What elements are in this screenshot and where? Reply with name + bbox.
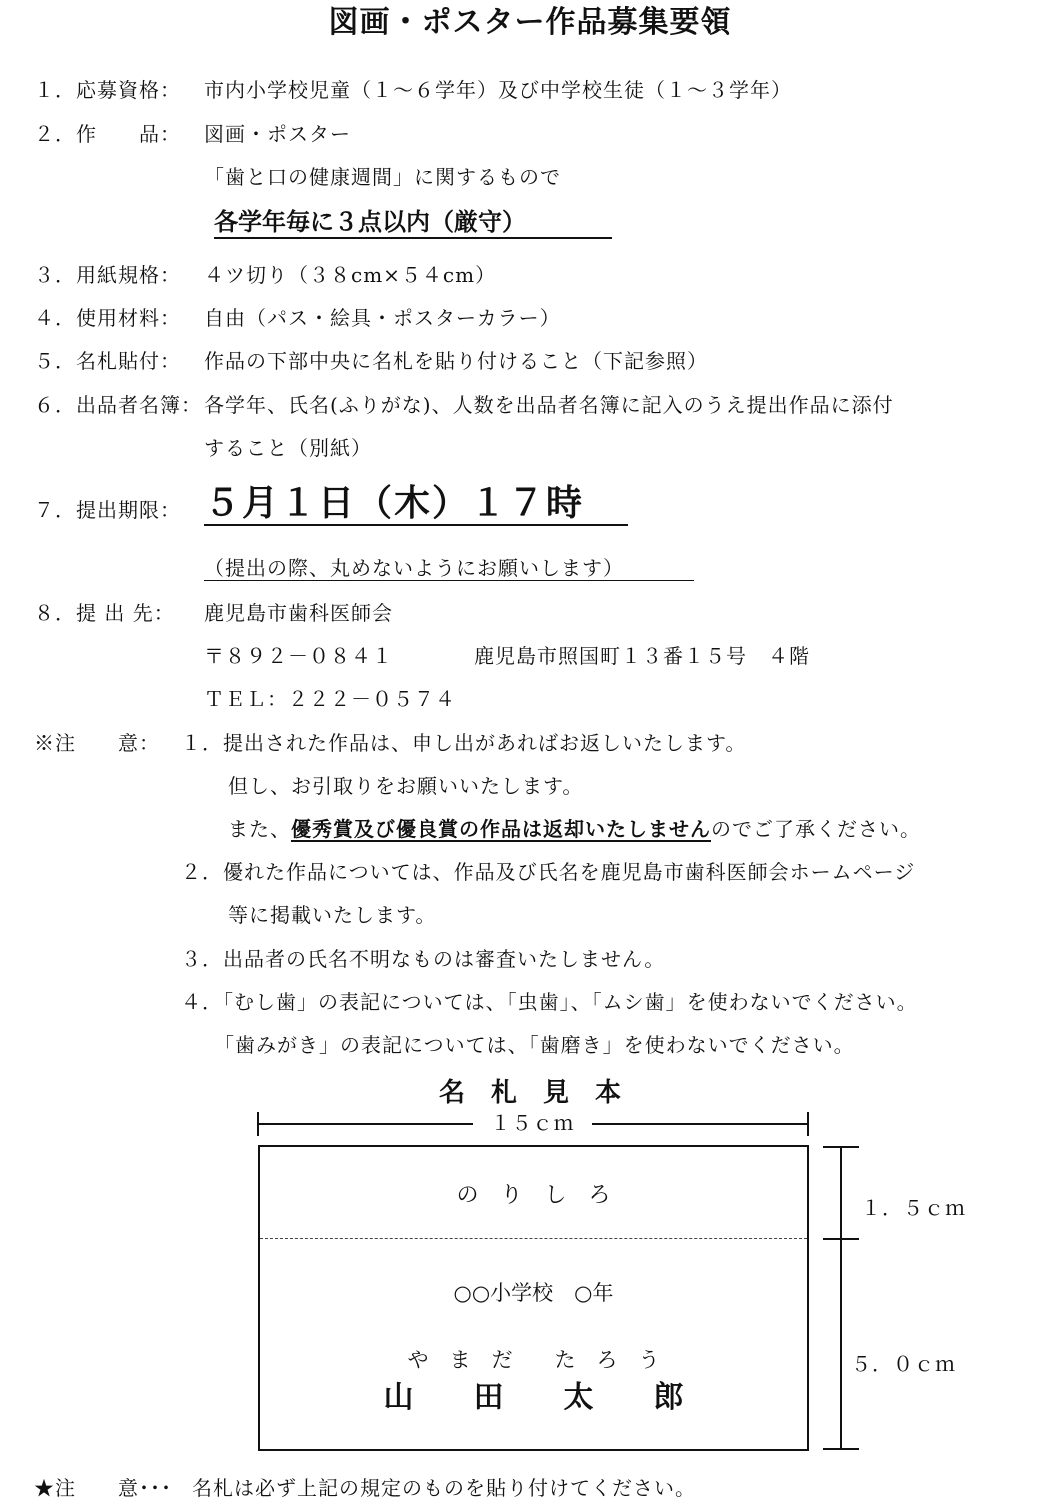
item-7-label: ７．提出期限： [34,498,181,522]
note-1-emphasis: 優秀賞及び優良賞の作品は返却いたしません [291,817,711,841]
item-6-label: ６．出品者名簿： [34,393,202,417]
item-8-label: ８．提 出 先： [34,601,175,625]
footer-text: 名札は必ず上記の規定のものを貼り付けてください。 [192,1476,696,1500]
name-tag-sample [258,1145,809,1451]
sample-title: 名 札 見 本 [438,1078,621,1108]
height-dim-line [840,1146,842,1450]
body-height-label: ５．０ｃｍ [851,1352,956,1376]
note-2: ２．優れた作品については、作品及び氏名を鹿児島市歯科医師会ホームページ [181,860,916,884]
item-6-value: 各学年、氏名(ふりがな)、人数を出品者名簿に記入のうえ提出作品に添付 [204,393,894,417]
item-1-value: 市内小学校児童（１～６学年）及び中学校生徒（１～３学年） [204,78,792,102]
item-7-deadline: ５月１日（木）１７時 [204,485,628,526]
item-4-label: ４．使用材料： [34,306,181,330]
width-dim-label: １５ｃｍ [490,1111,575,1135]
item-5-label: ５．名札貼付： [34,349,181,373]
note-1-c: また、優秀賞及び優良賞の作品は返却いたしませんのでご了承ください。 [228,817,921,841]
item-2-label: ２．作 品： [34,122,181,146]
width-dim-line-right [592,1123,808,1125]
item-8-address: 鹿児島市照国町１３番１５号 ４階 [474,644,810,668]
sample-furigana: や ま だ た ろ う [407,1348,660,1372]
item-3-value: ４ツ切り（３８cm×５４cm） [204,263,497,287]
item-8-tel: ＴＥＬ：２２２－０５７４ [204,687,456,711]
item-5-value: 作品の下部中央に名札を貼り付けること（下記参照） [204,349,708,373]
footer-label: ★注 意･･･ [34,1476,172,1500]
notes-label: ※注 意： [34,731,160,755]
glue-height-label: １．５ｃｍ [861,1196,966,1220]
item-2-description: 「歯と口の健康週間」に関するもので [204,165,561,189]
item-6-value-cont: すること（別紙） [204,436,372,460]
note-2-b: 等に掲載いたします。 [228,903,437,927]
width-dim-line-left [258,1123,473,1125]
item-3-label: ３．用紙規格： [34,263,181,287]
sample-school: ○○小学校 ○年 [453,1281,614,1305]
item-7-note: （提出の際、丸めないようにお願いします） [204,558,694,581]
note-4: ４．「むし歯」の表記については、「虫歯」、「ムシ歯」を使わないでください。 [181,990,918,1014]
note-4-b: 「歯みがき」の表記については、「歯磨き」を使わないでください。 [214,1033,855,1057]
item-1-label: １．応募資格： [34,78,181,102]
note-3: ３．出品者の氏名不明なものは審査いたしません。 [181,947,666,971]
item-2-emphasis: 各学年毎に３点以内（厳守） [214,210,612,239]
page-title: 図画・ポスター作品募集要領 [328,5,732,40]
note-1-b: 但し、お引取りをお願いいたします。 [228,774,584,798]
sample-name: 山 田 太 郎 [383,1380,684,1415]
item-2-value: 図画・ポスター [204,122,351,146]
item-8-value: 鹿児島市歯科医師会 [204,601,393,625]
glue-area-label: の り し ろ [456,1183,611,1208]
item-8-zip: 〒８９２－０８４１ [204,644,393,668]
item-4-value: 自由（パス・絵具・ポスターカラー） [204,306,561,330]
glue-fold-line [260,1238,807,1239]
note-1: １．提出された作品は、申し出があればお返しいたします。 [181,731,747,755]
